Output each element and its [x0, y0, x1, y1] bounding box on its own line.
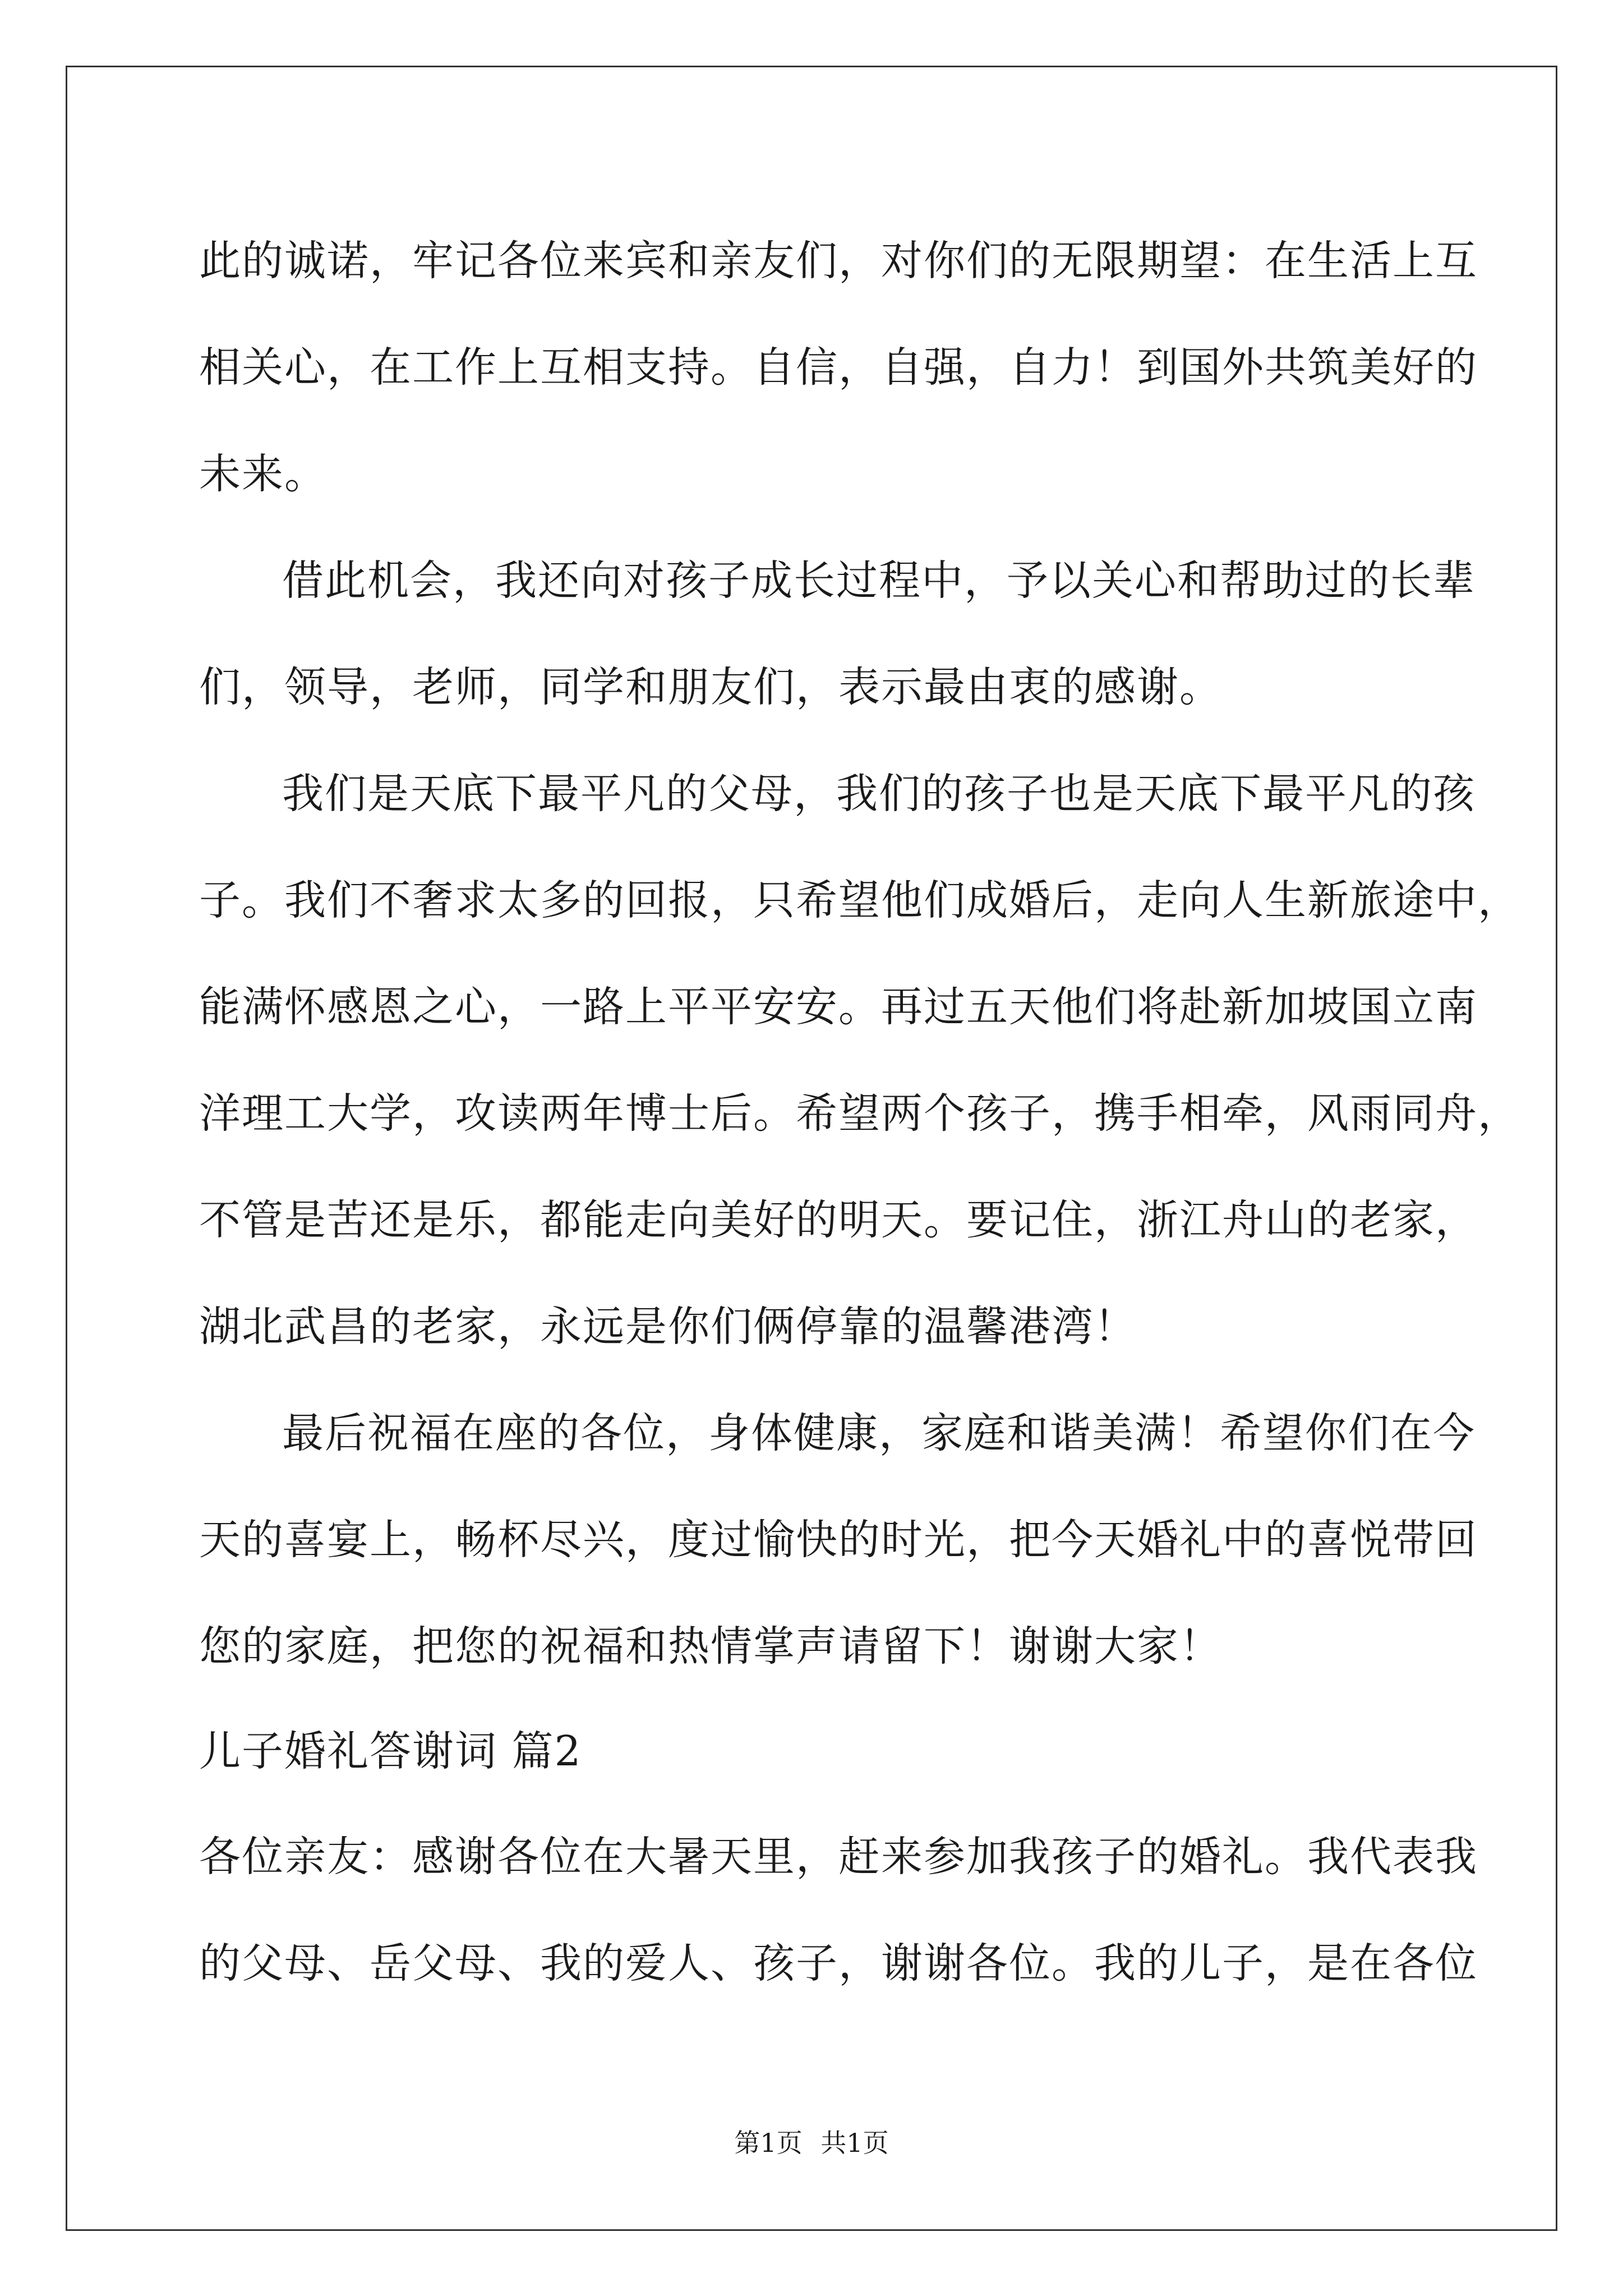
- text-line: 此的诚诺，牢记各位来宾和亲友们，对你们的无限期望：在生活上互: [199, 237, 1478, 285]
- text-line: 不管是苦还是乐，都能走向美好的明天。要记住，浙江舟山的老家，: [199, 1196, 1478, 1244]
- text-line: 能满怀感恩之心，一路上平平安安。再过五天他们将赴新加坡国立南: [199, 983, 1478, 1031]
- text-line: 们，领导，老师，同学和朋友们，表示最由衷的感谢。: [199, 663, 1222, 711]
- document-body: [199, 208, 1520, 2017]
- text-line: 子。我们不奢求太多的回报，只希望他们成婚后，走向人生新旅途中，: [199, 876, 1520, 924]
- text-line: 湖北武昌的老家，永远是你们俩停靠的温馨港湾！: [199, 1303, 1137, 1351]
- text-line: 天的喜宴上，畅杯尽兴，度过愉快的时光，把今天婚礼中的喜悦带回: [199, 1516, 1478, 1564]
- text-line: 借此机会，我还向对孩子成长过程中，予以关心和帮助过的长辈: [282, 556, 1476, 605]
- text-line: 相关心，在工作上互相支持。自信，自强，自力！到国外共筑美好的: [199, 343, 1478, 392]
- text-line: 未来。: [199, 450, 327, 498]
- text-line: 您的家庭，把您的祝福和热情掌声请留下！谢谢大家！: [199, 1622, 1222, 1671]
- text-line: 的父母、岳父母、我的爱人、孩子，谢谢各位。我的儿子，是在各位: [199, 1939, 1478, 1987]
- text-line: 洋理工大学，攻读两年博士后。希望两个孩子，携手相牵，风雨同舟，: [199, 1089, 1520, 1138]
- text-line: 我们是天底下最平凡的父母，我们的孩子也是天底下最平凡的孩: [282, 770, 1476, 818]
- section-heading: 儿子婚礼答谢词 篇2: [199, 1727, 582, 1775]
- page-footer: 第1页 共1页: [734, 2128, 889, 2158]
- text-line: 最后祝福在座的各位，身体健康，家庭和谐美满！希望你们在今: [282, 1409, 1476, 1457]
- text-line: 各位亲友：感谢各位在大暑天里，赶来参加我孩子的婚礼。我代表我: [199, 1833, 1478, 1881]
